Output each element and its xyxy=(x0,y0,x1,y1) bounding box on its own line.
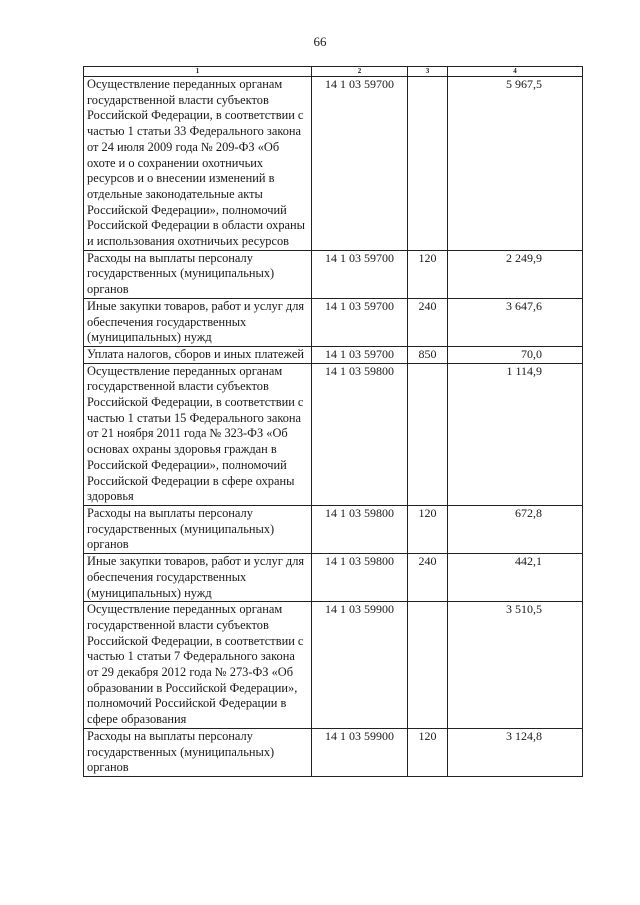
row-expense-type: 850 xyxy=(408,346,448,363)
row-description: Иные закупки товаров, работ и услуг для обеспечения государственных (муниципальных) нужд xyxy=(84,298,312,346)
row-expense-type: 120 xyxy=(408,728,448,776)
row-code: 14 1 03 59700 xyxy=(312,250,408,298)
row-description: Иные закупки товаров, работ и услуг для обеспечения государственных (муниципальных) нужд xyxy=(84,554,312,602)
row-code: 14 1 03 59800 xyxy=(312,505,408,553)
table-row xyxy=(84,505,583,553)
row-code: 14 1 03 59800 xyxy=(312,554,408,602)
row-expense-type: 120 xyxy=(408,505,448,553)
table-row xyxy=(84,363,583,505)
row-description: Расходы на выплаты персоналу государственных (муниципальных) органов xyxy=(84,728,312,776)
header-col-1: 1 xyxy=(84,67,312,77)
row-code: 14 1 03 59800 xyxy=(312,363,408,505)
row-description: Уплата налогов, сборов и иных платежей xyxy=(84,346,312,363)
table-row xyxy=(84,346,583,363)
row-code: 14 1 03 59900 xyxy=(312,602,408,729)
budget-table xyxy=(83,66,583,777)
row-expense-type: 240 xyxy=(408,554,448,602)
table-row xyxy=(84,77,583,251)
row-description: Расходы на выплаты персоналу государственных (муниципальных) органов xyxy=(84,250,312,298)
row-description: Осуществление переданных органам государственной власти субъектов Российской Федерации, в соответствии с частью 1 статьи 7 Федерального закона от 29 декабря 2012 года № 273-ФЗ «Об образовании в Российской Федерации», полномочий Российской Федерации в сфере образования xyxy=(84,602,312,729)
row-amount: 5 967,5 xyxy=(448,77,583,251)
row-description: Осуществление переданных органам государственной власти субъектов Российской Федерации, в соответствии с частью 1 статьи 33 Федерального закона от 24 июля 2009 года № 209-ФЗ «Об охоте и о сохранении охотничьих ресурсов и о внесении изменений в отдельные законодательные акты Российской Федерации», полномочий Российской Федерации в области охраны и использования охотничьих ресурсов xyxy=(84,77,312,251)
row-expense-type xyxy=(408,77,448,251)
row-amount: 3 510,5 xyxy=(448,602,583,729)
row-amount: 70,0 xyxy=(448,346,583,363)
row-expense-type: 240 xyxy=(408,298,448,346)
row-amount: 442,1 xyxy=(448,554,583,602)
row-amount: 3 124,8 xyxy=(448,728,583,776)
row-amount: 672,8 xyxy=(448,505,583,553)
header-row xyxy=(84,67,583,77)
row-amount: 2 249,9 xyxy=(448,250,583,298)
row-description: Расходы на выплаты персоналу государственных (муниципальных) органов xyxy=(84,505,312,553)
table-row xyxy=(84,728,583,776)
row-code: 14 1 03 59700 xyxy=(312,77,408,251)
row-code: 14 1 03 59700 xyxy=(312,346,408,363)
header-col-3: 3 xyxy=(408,67,448,77)
table-row xyxy=(84,554,583,602)
header-col-2: 2 xyxy=(312,67,408,77)
row-amount: 3 647,6 xyxy=(448,298,583,346)
table-row xyxy=(84,298,583,346)
row-code: 14 1 03 59700 xyxy=(312,298,408,346)
table-header xyxy=(84,67,583,77)
header-col-4: 4 xyxy=(448,67,583,77)
table-row xyxy=(84,602,583,729)
row-expense-type: 120 xyxy=(408,250,448,298)
row-expense-type xyxy=(408,602,448,729)
table-row xyxy=(84,250,583,298)
row-expense-type xyxy=(408,363,448,505)
row-code: 14 1 03 59900 xyxy=(312,728,408,776)
row-amount: 1 114,9 xyxy=(448,363,583,505)
table-body xyxy=(84,77,583,777)
row-description: Осуществление переданных органам государственной власти субъектов Российской Федерации, в соответствии с частью 1 статьи 15 Федерального закона от 21 ноября 2011 года № 323-ФЗ «Об основах охраны здоровья граждан в Российской Федерации», полномочий Российской Федерации в сфере охраны здоровья xyxy=(84,363,312,505)
page-number: 66 xyxy=(313,34,327,49)
